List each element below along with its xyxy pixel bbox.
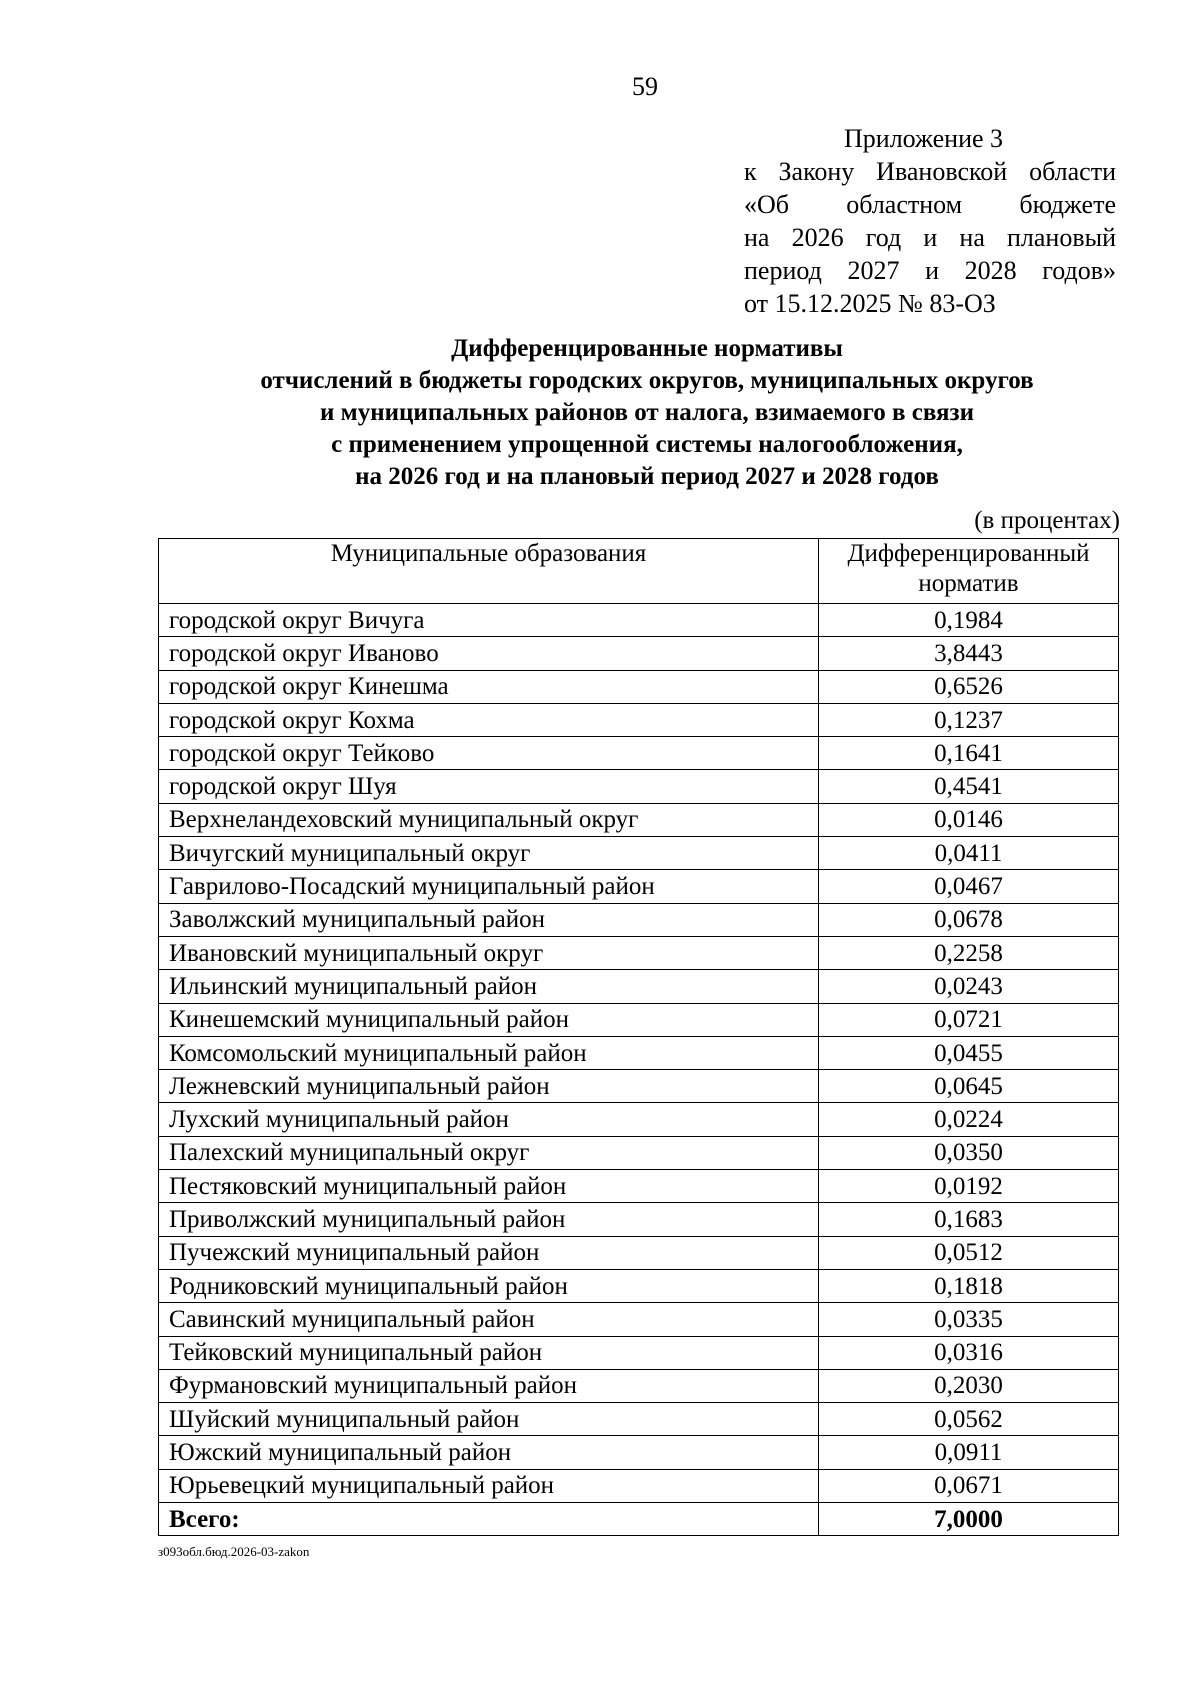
- norm-value: 0,1818: [819, 1269, 1119, 1302]
- norm-value: 0,0455: [819, 1036, 1119, 1069]
- title-line: с применением упрощенной системы налогообложения,: [331, 431, 963, 458]
- table-row: [159, 1170, 1119, 1203]
- norm-value: 0,6526: [819, 670, 1119, 703]
- table-row: [159, 1203, 1119, 1236]
- table-row: [159, 803, 1119, 836]
- table-row: [159, 1303, 1119, 1336]
- page-number: 59: [632, 72, 658, 101]
- table-row: [159, 1036, 1119, 1069]
- table-row: [159, 737, 1119, 770]
- document-title: [150, 333, 1144, 493]
- norm-value: 0,0350: [819, 1136, 1119, 1169]
- table-row: [159, 837, 1119, 870]
- norm-value: 0,0335: [819, 1303, 1119, 1336]
- municipality-name: Комсомольский муниципальный район: [159, 1036, 819, 1069]
- total-label: Всего:: [159, 1503, 819, 1536]
- norm-value: 0,0192: [819, 1170, 1119, 1203]
- norm-value: 0,1641: [819, 737, 1119, 770]
- appendix-reference: [744, 122, 1116, 320]
- table-header-row: [159, 539, 1119, 604]
- municipality-name: городской округ Тейково: [159, 737, 819, 770]
- table-body: [159, 604, 1119, 1536]
- municipality-name: городской округ Шуя: [159, 770, 819, 803]
- appendix-line: период 2027 и 2028 годов»: [744, 256, 1116, 285]
- norms-table: [158, 538, 1119, 1536]
- norm-value: 3,8443: [819, 637, 1119, 670]
- norm-value: 0,1683: [819, 1203, 1119, 1236]
- appendix-line: Приложение 3: [844, 124, 1004, 153]
- table-row: [159, 770, 1119, 803]
- norm-value: 0,0671: [819, 1469, 1119, 1502]
- municipality-name: городской округ Иваново: [159, 637, 819, 670]
- title-line: на 2026 год и на плановый период 2027 и 2028 годов: [355, 463, 939, 490]
- norm-value: 0,0467: [819, 870, 1119, 903]
- municipality-name: городской округ Вичуга: [159, 604, 819, 637]
- municipality-name: Лухский муниципальный район: [159, 1103, 819, 1136]
- header-municipality: Муниципальные образования: [159, 539, 819, 604]
- table-row: [159, 637, 1119, 670]
- table-row: [159, 1369, 1119, 1402]
- norm-value: 0,4541: [819, 770, 1119, 803]
- municipality-name: Вичугский муниципальный округ: [159, 837, 819, 870]
- norm-value: 0,0911: [819, 1436, 1119, 1469]
- table-row: [159, 1236, 1119, 1269]
- total-row: [159, 1503, 1119, 1536]
- table-row: [159, 670, 1119, 703]
- municipality-name: Юрьевецкий муниципальный район: [159, 1469, 819, 1502]
- municipality-name: Ивановский муниципальный округ: [159, 936, 819, 969]
- municipality-name: Пестяковский муниципальный район: [159, 1170, 819, 1203]
- municipality-name: Савинский муниципальный район: [159, 1303, 819, 1336]
- municipality-name: Заволжский муниципальный район: [159, 903, 819, 936]
- norm-value: 0,1984: [819, 604, 1119, 637]
- table-row: [159, 936, 1119, 969]
- norm-value: 0,0645: [819, 1070, 1119, 1103]
- table-row: [159, 1136, 1119, 1169]
- norm-value: 0,2030: [819, 1369, 1119, 1402]
- table-row: [159, 1436, 1119, 1469]
- municipality-name: Кинешемский муниципальный район: [159, 1003, 819, 1036]
- table-row: [159, 1003, 1119, 1036]
- table-row: [159, 1070, 1119, 1103]
- table-row: [159, 1269, 1119, 1302]
- municipality-name: Шуйский муниципальный район: [159, 1403, 819, 1436]
- municipality-name: Верхнеландеховский муниципальный округ: [159, 803, 819, 836]
- norm-value: 0,0411: [819, 837, 1119, 870]
- norm-value: 0,0243: [819, 970, 1119, 1003]
- table-row: [159, 604, 1119, 637]
- appendix-line: к Закону Ивановской области: [744, 157, 1116, 186]
- municipality-name: Палехский муниципальный округ: [159, 1136, 819, 1169]
- municipality-name: Лежневский муниципальный район: [159, 1070, 819, 1103]
- header-norm: Дифференцированный норматив: [819, 539, 1119, 604]
- norm-value: 0,0512: [819, 1236, 1119, 1269]
- municipality-name: Тейковский муниципальный район: [159, 1336, 819, 1369]
- table-row: [159, 1336, 1119, 1369]
- appendix-line: «Об областном бюджете: [744, 190, 1116, 219]
- norm-value: 0,0146: [819, 803, 1119, 836]
- municipality-name: городской округ Кинешма: [159, 670, 819, 703]
- footer-document-code: з093обл.бюд.2026-03-zakon: [158, 1544, 310, 1559]
- norm-value: 0,0721: [819, 1003, 1119, 1036]
- norm-value: 0,1237: [819, 703, 1119, 736]
- municipality-name: Приволжский муниципальный район: [159, 1203, 819, 1236]
- norm-value: 0,0224: [819, 1103, 1119, 1136]
- municipality-name: городской округ Кохма: [159, 703, 819, 736]
- table-row: [159, 870, 1119, 903]
- appendix-line: от 15.12.2025 № 83-ОЗ: [744, 289, 996, 318]
- table-row: [159, 703, 1119, 736]
- unit-note: (в процентах): [974, 507, 1120, 534]
- title-line: и муниципальных районов от налога, взимаемого в связи: [320, 399, 974, 426]
- norm-value: 0,0316: [819, 1336, 1119, 1369]
- appendix-line: на 2026 год и на плановый: [744, 223, 1116, 252]
- table-row: [159, 970, 1119, 1003]
- total-value: 7,0000: [819, 1503, 1119, 1536]
- municipality-name: Пучежский муниципальный район: [159, 1236, 819, 1269]
- table-row: [159, 1469, 1119, 1502]
- table-row: [159, 1403, 1119, 1436]
- norm-value: 0,2258: [819, 936, 1119, 969]
- municipality-name: Ильинский муниципальный район: [159, 970, 819, 1003]
- municipality-name: Фурмановский муниципальный район: [159, 1369, 819, 1402]
- municipality-name: Родниковский муниципальный район: [159, 1269, 819, 1302]
- title-line: Дифференцированные нормативы: [451, 335, 843, 362]
- norm-value: 0,0562: [819, 1403, 1119, 1436]
- table-row: [159, 1103, 1119, 1136]
- table-row: [159, 903, 1119, 936]
- norm-value: 0,0678: [819, 903, 1119, 936]
- municipality-name: Южский муниципальный район: [159, 1436, 819, 1469]
- municipality-name: Гаврилово-Посадский муниципальный район: [159, 870, 819, 903]
- title-line: отчислений в бюджеты городских округов, муниципальных округов: [260, 367, 1034, 394]
